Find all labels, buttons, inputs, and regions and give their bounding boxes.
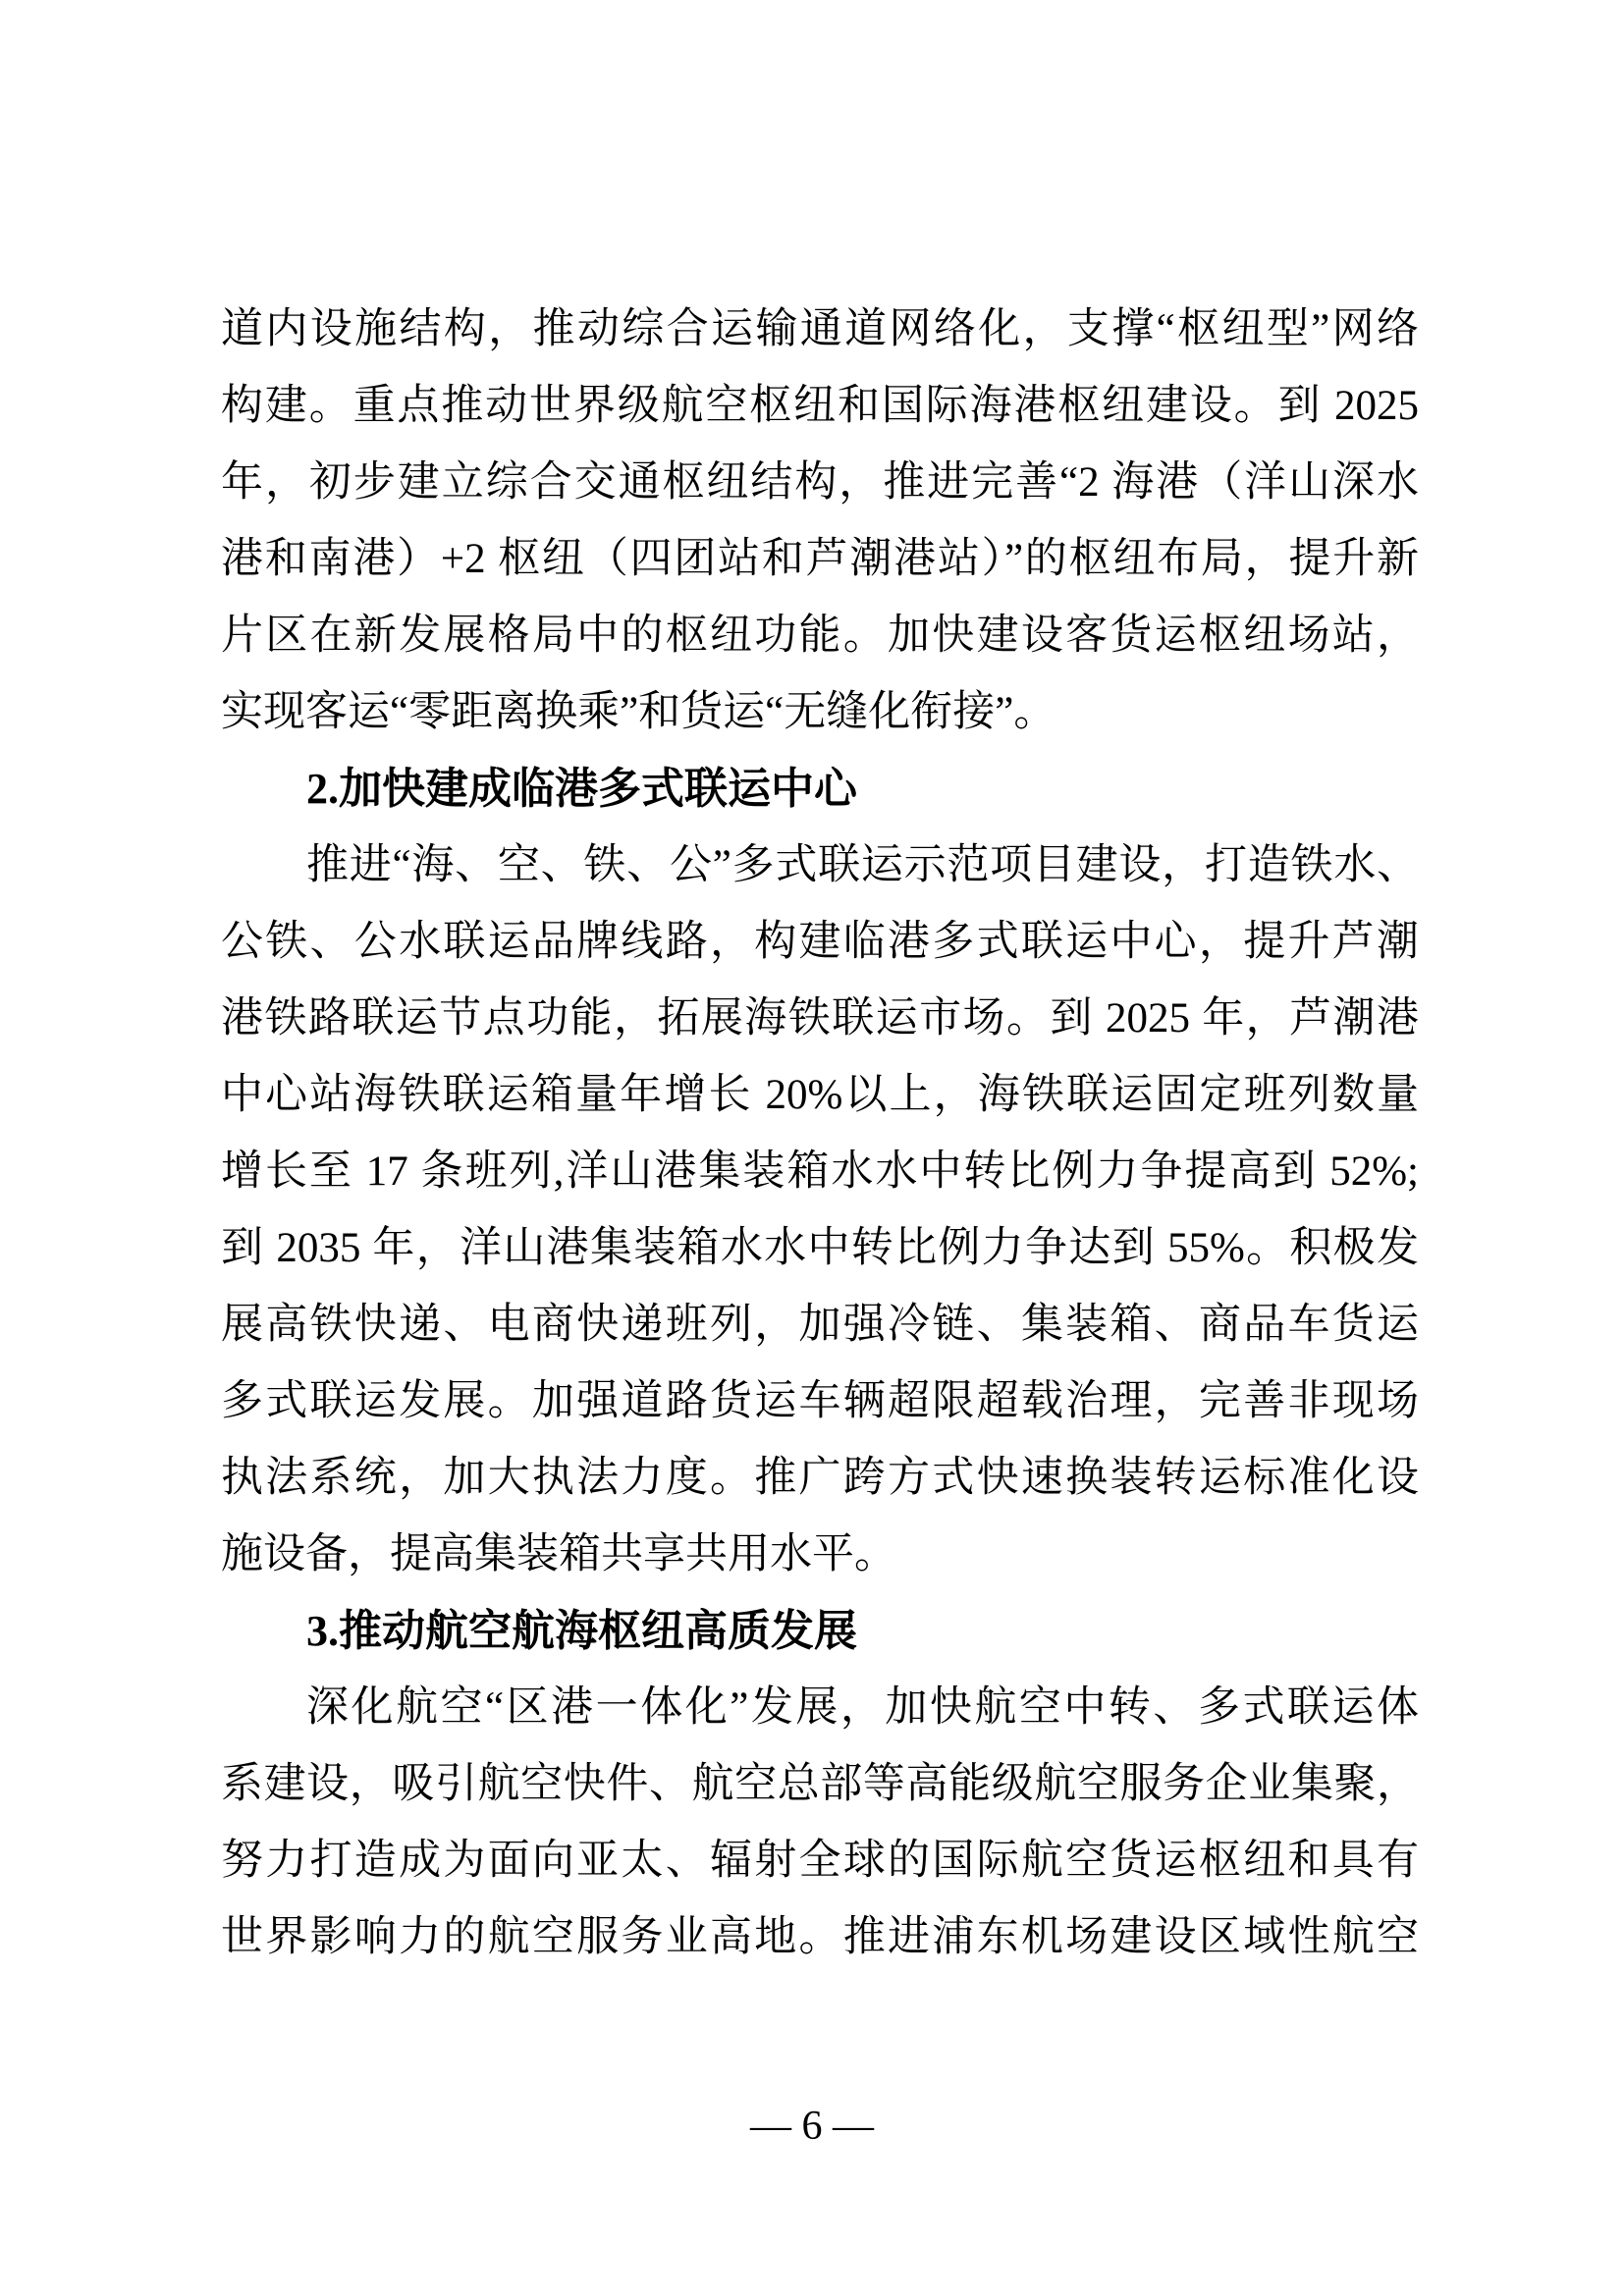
section-heading: 3.推动航空航海枢纽高质发展 (306, 1607, 857, 1655)
text-line: 展高铁快递、电商快递班列，加强冷链、集装箱、商品车货运 (221, 1302, 1419, 1348)
document-body (221, 292, 1419, 1976)
text-line: 执法系统，加大执法力度。推广跨方式快速换装转运标准化设 (221, 1455, 1419, 1501)
text-line: 努力打造成为面向亚太、辐射全球的国际航空货运枢纽和具有 (221, 1838, 1419, 1884)
text-line: 增长至 17 条班列,洋山港集装箱水水中转比例力争提高到 52%; (221, 1148, 1419, 1195)
text-line: 港铁路联运节点功能，拓展海铁联运市场。到 2025 年，芦潮港 (221, 995, 1419, 1041)
text-line: 构建。重点推动世界级航空枢纽和国际海港枢纽建设。到 2025 (221, 383, 1419, 429)
text-line: 道内设施结构，推动综合运输通道网络化，支撑“枢纽型”网络 (221, 306, 1419, 352)
text-line: 系建设，吸引航空快件、航空总部等高能级航空服务企业集聚， (221, 1761, 1419, 1807)
text-line: 多式联运发展。加强道路货运车辆超限超载治理，完善非现场 (221, 1378, 1419, 1424)
text-line: 公铁、公水联运品牌线路，构建临港多式联运中心，提升芦潮 (221, 919, 1419, 965)
page-number: — 6 — (750, 2104, 874, 2149)
text-line: 世界影响力的航空服务业高地。推进浦东机场建设区域性航空 (221, 1914, 1419, 1960)
text-line: 到 2035 年，洋山港集装箱水水中转比例力争达到 55%。积极发 (221, 1225, 1419, 1271)
text-line: 港和南港）+2 枢纽（四团站和芦潮港站）”的枢纽布局，提升新 (221, 536, 1419, 582)
text-line: 施设备，提高集装箱共享共用水平。 (221, 1531, 896, 1577)
text-line: 推进“海、空、铁、公”多式联运示范项目建设，打造铁水、 (306, 842, 1419, 888)
text-line: 片区在新发展格局中的枢纽功能。加快建设客货运枢纽场站， (221, 613, 1419, 659)
text-line: 实现客运“零距离换乘”和货运“无缝化衔接”。 (221, 689, 1056, 735)
text-line: 深化航空“区港一体化”发展，加快航空中转、多式联运体 (306, 1684, 1419, 1731)
section-heading: 2.加快建成临港多式联运中心 (306, 765, 857, 813)
text-line: 中心站海铁联运箱量年增长 20%以上，海铁联运固定班列数量 (221, 1072, 1419, 1118)
text-line: 年，初步建立综合交通枢纽结构，推进完善“2 海港（洋山深水 (221, 459, 1419, 506)
